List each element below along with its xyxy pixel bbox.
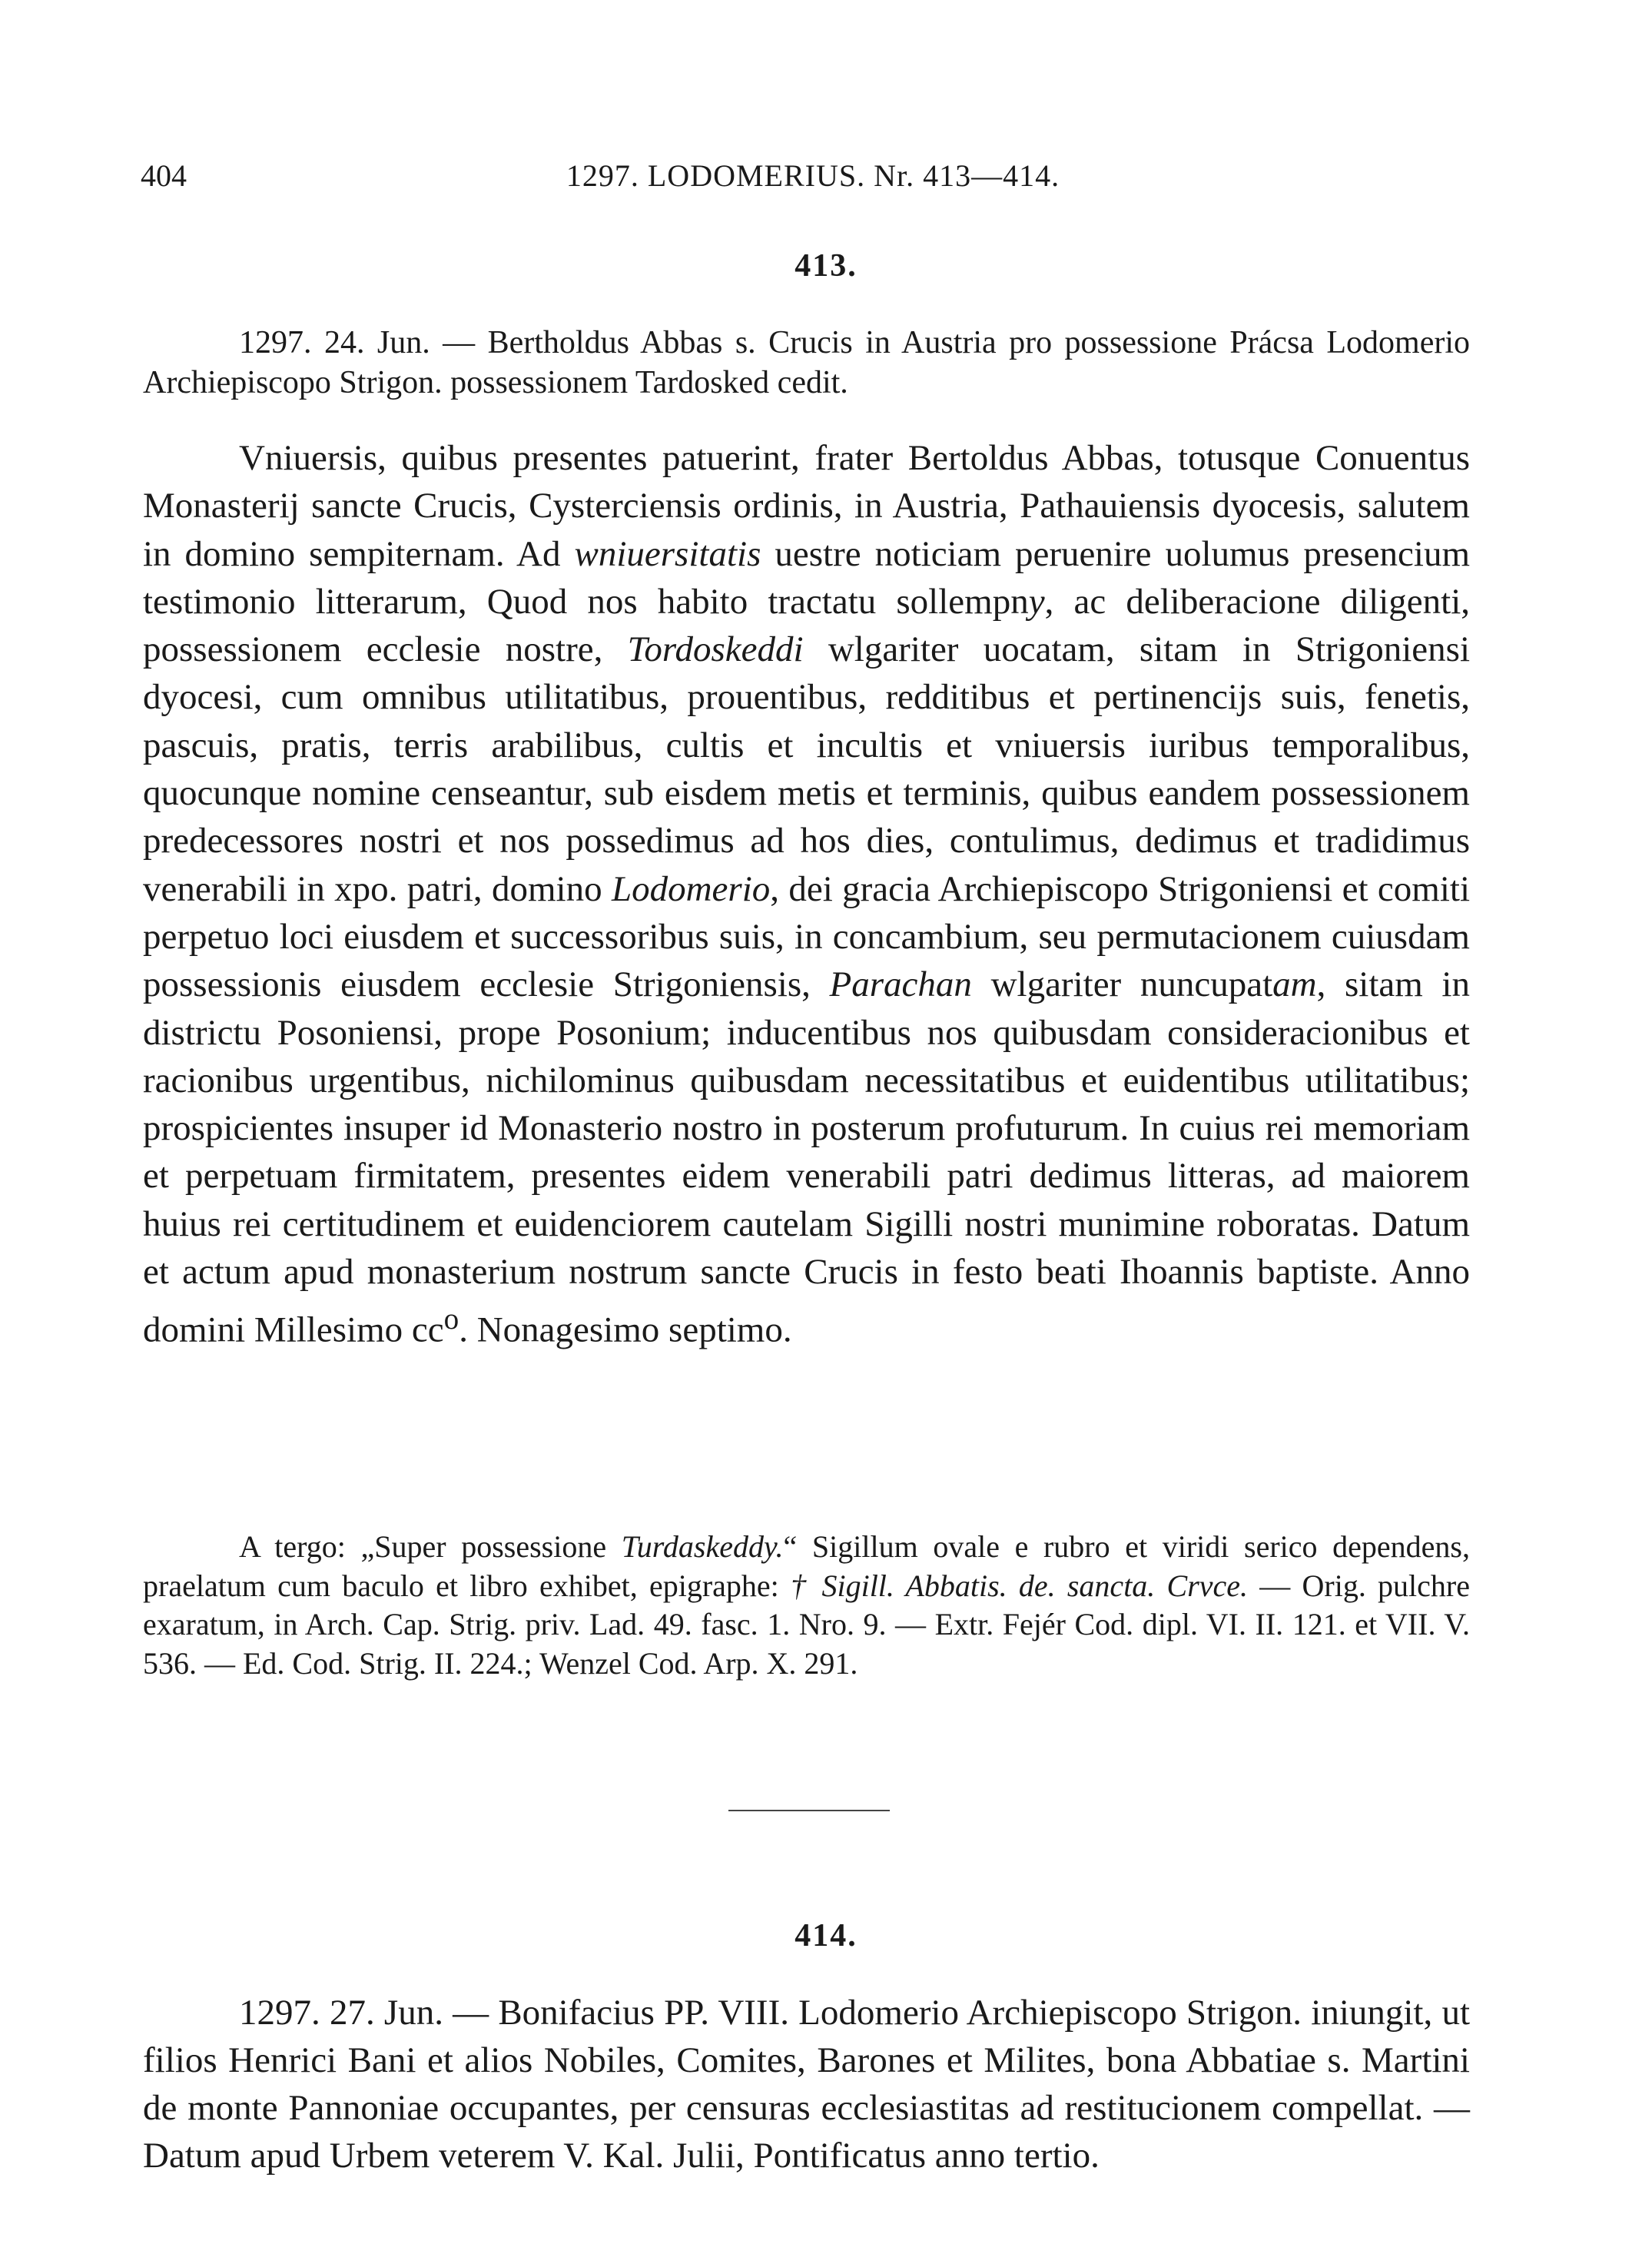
italic-word: wniuersitatis — [574, 533, 761, 574]
summary-413 — [143, 323, 1470, 403]
italic-word: y — [1028, 581, 1045, 622]
text-run: — Orig. pulchre exaratum, in Arch. Cap. Strig. priv. Lad. 49. fasc. 1. Nro. 9. — Extr. Fejér Cod. dipl. VI. II. 121. et VII. V. 536. — Ed. Cod. Strig. II. 224.; Wenzel Cod. Arp. X. 291. — [143, 1568, 1471, 1681]
seal-inscription: † Sigill. Abbatis. de. sancta. Crvce. — [791, 1568, 1249, 1603]
text-run: wlgariter nuncupat — [971, 964, 1273, 1005]
running-head — [141, 158, 1485, 204]
text-run: . Nonagesimo septimo. — [459, 1310, 792, 1350]
page-number: 404 — [141, 158, 187, 193]
text-run: , sitam in districtu Posoniensi, prope Posonium; inducentibus nos quibusdam consideracionibus et racionibus urgentibus, nichilominus quibusdam necessitatibus et euidentibus utilitatibus; prospicientes insuper id Monasterio nostro in posterum profuturum. In cuius rei memoriam et perpetuam firmitatem, presentes eidem venerabili patri dedimus litteras, ad maiorem huius rei certitudinem et euidenciorem cautelam Sigilli nostri munimine roboratas. Datum et actum apud monasterium nostrum sancte Crucis in festo beati Ihoannis baptiste. Anno domini Millesimo cc — [143, 964, 1470, 1350]
text-run: wlgariter uocatam, sitam in Strigoniensi dyocesi, cum omnibus utilitatibus, prouentibus, redditibus et pertinencijs suis, fenetis, pascuis, pratis, terris arabilibus, cultis et incultis et vniuersis iuribus temporalibus, quocunque nomine censeantur, sub eisdem metis et terminis, quibus eandem possessionem predecessores nostri et nos possedimus ad hos dies, contulimus, dedimus et tradidimus venerabili in xpo. patri, domino — [143, 629, 1470, 909]
text-run: A tergo: „Super possessione — [239, 1529, 622, 1564]
italic-word: am — [1272, 964, 1317, 1005]
text-run: uestre noticiam peruenire uolumus presencium testimonio litterarum, Quod nos habito tractatu sollempn — [143, 533, 1470, 622]
italic-word: Turdaskeddy. — [621, 1529, 784, 1564]
charter-text-413 — [143, 434, 1470, 1354]
document-number-413: 413. — [794, 248, 858, 284]
document-number-414: 414. — [794, 1918, 858, 1953]
person-name-lodomerio: Lodomerio — [611, 868, 771, 909]
text-run: Vniuersis, quibus presentes patuerint, frater Bertoldus Abbas, totusque Conuentus Monasterij sancte Crucis, Cysterciensis ordinis, in Austria, Pathauiensis dyocesis, salutem in domino sempiternam. Ad — [143, 438, 1470, 574]
place-name-parachan: Parachan — [829, 964, 972, 1005]
summary-text: 1297. 27. Jun. — Bonifacius PP. VIII. Lodomerio Archiepiscopo Strigon. iniungit, ut filios Henrici Bani et alios Nobiles, Comites, Barones et Milites, bona Abbatiae s. Martini de monte Pannoniae occupantes, per censuras ecclesiastitas ad restitucionem compellat. — Datum apud Urbem veterem V. Kal. Julii, Pontificatus anno tertio. — [143, 1993, 1470, 2176]
note-paragraph — [143, 1528, 1470, 1683]
text-run: , ac deliberacione diligenti, possessionem ecclesie nostre, — [143, 581, 1470, 670]
superscript: o — [443, 1303, 459, 1336]
running-title: 1297. LODOMERIUS. Nr. 413—414. — [566, 158, 1060, 193]
archival-note-413 — [143, 1528, 1470, 1683]
place-name-tordoskeddi: Tordoskeddi — [627, 629, 804, 670]
section-divider — [728, 1810, 890, 1811]
charter-paragraph — [143, 434, 1470, 1354]
summary-414 — [143, 1989, 1470, 2179]
summary-text: 1297. 24. Jun. — Bertholdus Abbas s. Crucis in Austria pro possessione Prácsa Lodomerio Archiepiscopo Strigon. possessionem Tardosked cedit. — [143, 325, 1470, 400]
text-run: “ Sigillum ovale e rubro et viridi serico dependens, praelatum cum baculo et libro exhibet, epigraphe: — [143, 1529, 1470, 1603]
text-run: , dei gracia Archiepiscopo Strigoniensi et comiti perpetuo loci eiusdem et successoribus suis, in concambium, seu permutacionem cuiusdam possessionis eiusdem ecclesie Strigoniensis, — [143, 868, 1470, 1005]
